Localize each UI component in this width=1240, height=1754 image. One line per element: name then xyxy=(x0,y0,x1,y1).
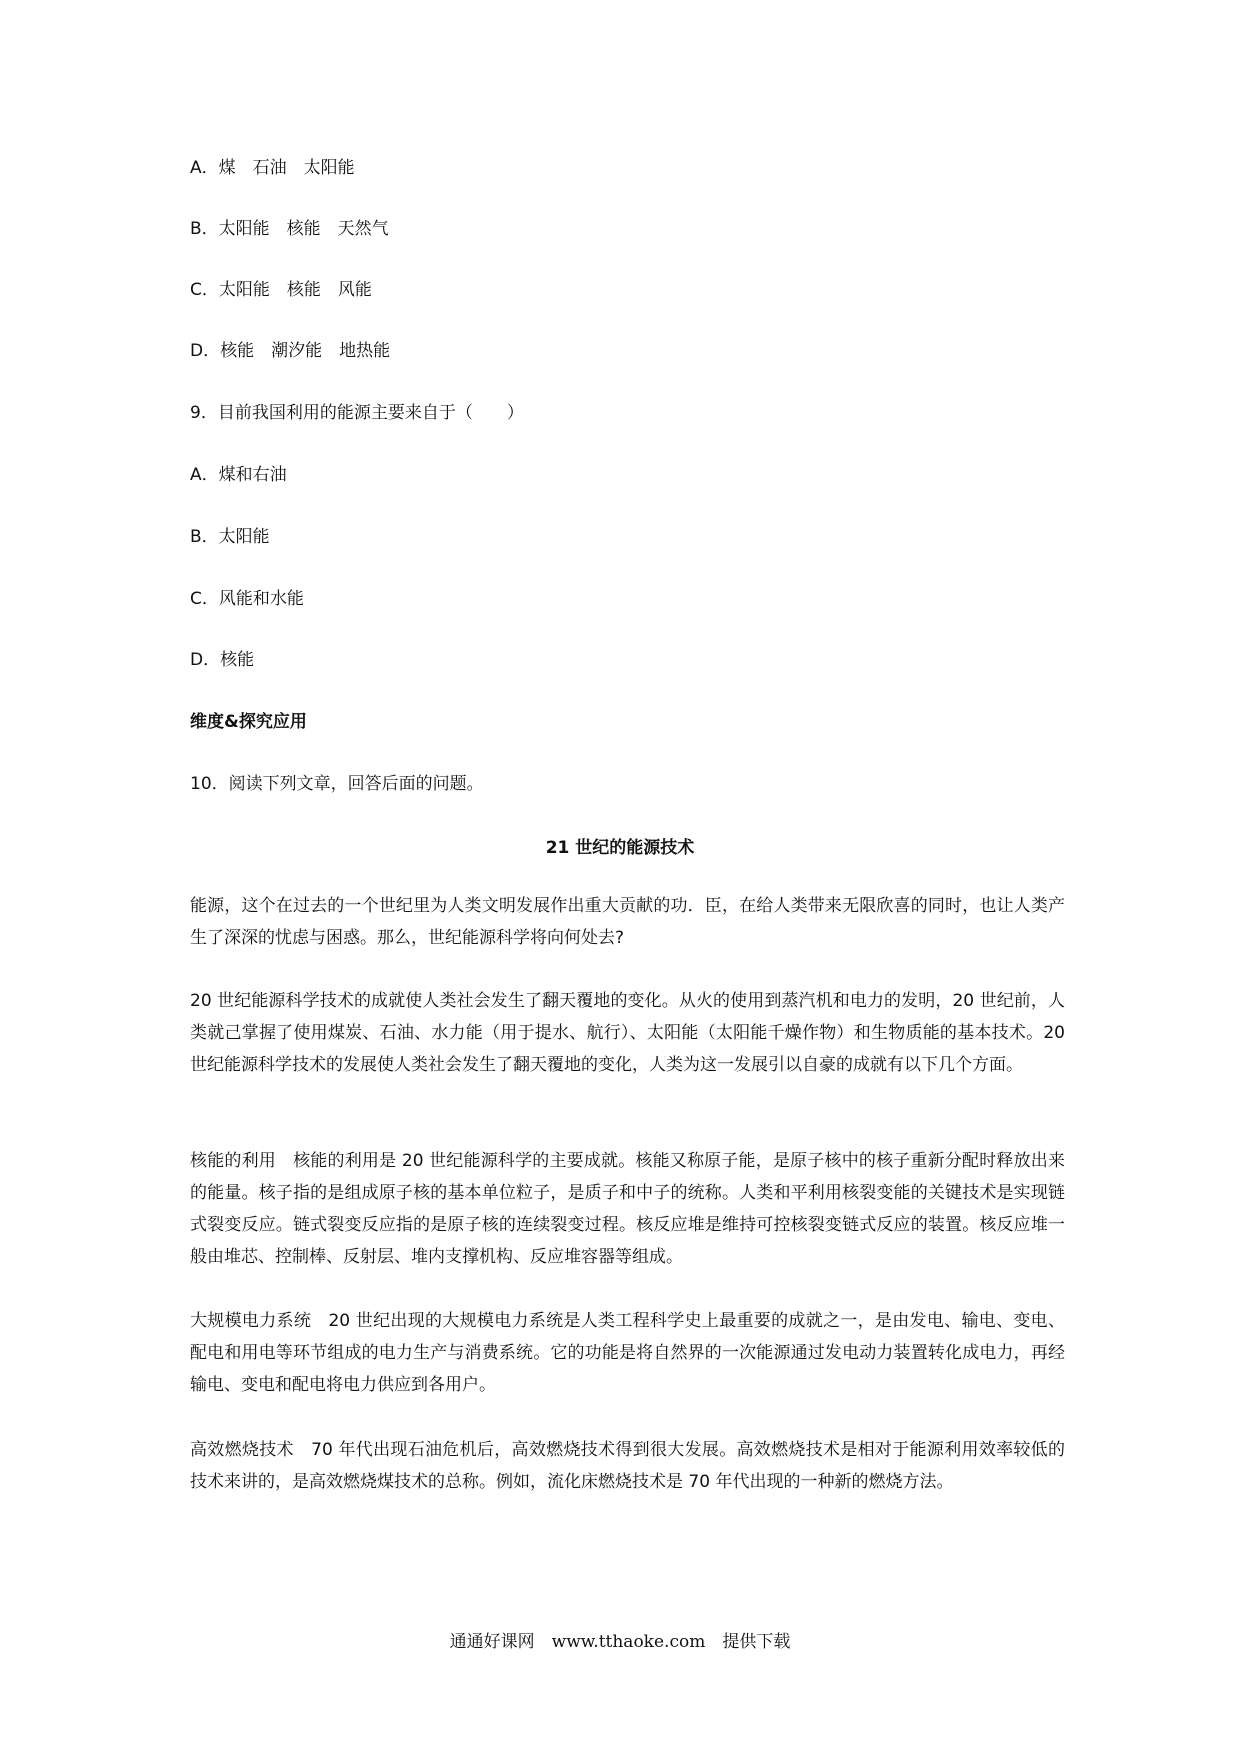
q10-stem: 10．阅读下列文章，回答后面的问题。 xyxy=(190,774,484,794)
q8-option-a: A．煤 石油 太阳能 xyxy=(190,158,355,178)
section-heading: 维度&探究应用 xyxy=(190,712,307,732)
q9-option-d: D．核能 xyxy=(190,650,255,670)
q8-option-d: D．核能 潮汐能 地热能 xyxy=(190,341,391,361)
q9-stem: 9．目前我国利用的能源主要来自于（ ） xyxy=(190,403,524,423)
article-paragraph-5: 高效燃烧技术 70 年代出现石油危机后，高效燃烧技术得到很大发展。高效燃烧技术是相对于能源利用效率较低的技术来讲的，是高效燃烧煤技术的总称。例如，流化床燃烧技术是 70 年代出现的一种新的燃烧方法。 xyxy=(190,1440,1065,1492)
article-paragraph-3: 核能的利用 核能的利用是 20 世纪能源科学的主要成就。核能又称原子能，是原子核中的核子重新分配时释放出来的能量。核子指的是组成原子核的基本单位粒子，是质子和中子的统称。人类和平利用核裂变能的关键技术是实现链式裂变反应。链式裂变反应指的是原子核的连续裂变过程。核反应堆是维持可控核裂变链式反应的装置。核反应堆一般由堆芯、控制棒、反射层、堆内支撑机构、反应堆容器等组成。 xyxy=(190,1151,1065,1267)
page-footer: 通通好课网 www.tthaoke.com 提供下载 xyxy=(449,1632,791,1652)
article-paragraph-2: 20 世纪能源科学技术的成就使人类社会发生了翻天覆地的变化。从火的使用到蒸汽机和电力的发明，20 世纪前，人类就己掌握了使用煤炭、石油、水力能（用于提水、航行）、太阳能（太阳能千燥作物）和生物质能的基本技术。20 世纪能源科学技术的发展使人类社会发生了翻天覆地的变化，人类为这一发展引以自豪的成就有以下几个方面。 xyxy=(190,991,1065,1075)
q8-option-b: B．太阳能 核能 天然气 xyxy=(190,219,389,239)
q9-option-a: A．煤和右油 xyxy=(190,465,287,485)
q8-option-c: C．太阳能 核能 风能 xyxy=(190,280,372,300)
article-title: 21 世纪的能源技术 xyxy=(545,838,695,858)
article-paragraph-1: 能源，这个在过去的一个世纪里为人类文明发展作出重大贡献的功．臣，在给人类带来无限欣喜的同时，也让人类产生了深深的忧虑与困惑。那么，世纪能源科学将向何处去? xyxy=(190,896,1065,948)
q9-option-c: C．风能和水能 xyxy=(190,589,304,609)
q9-option-b: B．太阳能 xyxy=(190,527,270,547)
article-paragraph-4: 大规模电力系统 20 世纪出现的大规模电力系统是人类工程科学史上最重要的成就之一，是由发电、输电、变电、配电和用电等环节组成的电力生产与消费系统。它的功能是将自然界的一次能源通过发电动力装置转化成电力，再经输电、变电和配电将电力供应到各用户。 xyxy=(190,1311,1065,1395)
